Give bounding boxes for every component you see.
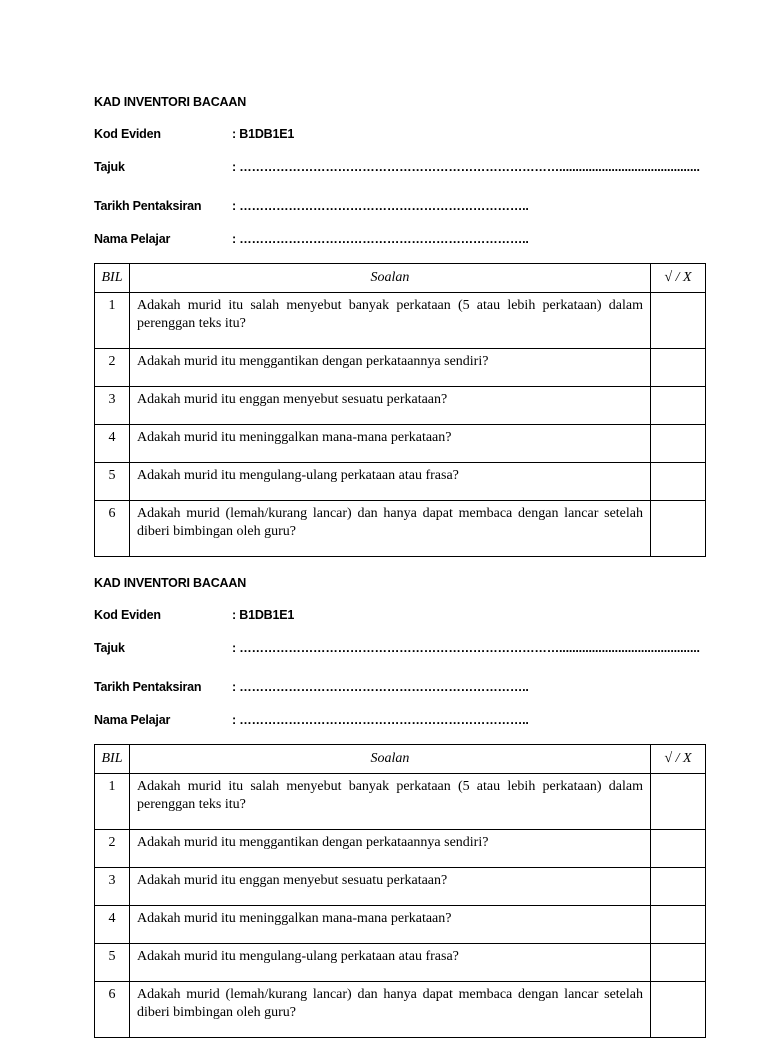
row-number: 1 <box>95 293 130 349</box>
question-text: Adakah murid itu meninggalkan mana-mana perkataan? <box>130 425 651 463</box>
row-number: 4 <box>95 906 130 944</box>
header-tick-cross: √ / X <box>651 264 706 293</box>
mark-cell[interactable] <box>651 830 706 868</box>
mark-cell[interactable] <box>651 501 706 557</box>
inventory-table <box>94 263 706 557</box>
field-label: Kod Eviden <box>94 608 161 622</box>
row-number: 6 <box>95 982 130 1038</box>
field-tarikh-pentaksiran <box>94 199 705 217</box>
field-value: : ……………………………………………………………………........................................... <box>232 641 700 655</box>
table-row <box>95 387 706 425</box>
row-number: 6 <box>95 501 130 557</box>
table-row <box>95 868 706 906</box>
header-soalan: Soalan <box>130 745 651 774</box>
card-title: KAD INVENTORI BACAAN <box>94 95 247 109</box>
field-label: Tajuk <box>94 641 125 655</box>
row-number: 3 <box>95 868 130 906</box>
question-text: Adakah murid itu salah menyebut banyak perkataan (5 atau lebih perkataan) dalam perenggan teks itu? <box>130 774 651 830</box>
card-title: KAD INVENTORI BACAAN <box>94 576 247 590</box>
mark-cell[interactable] <box>651 982 706 1038</box>
mark-cell[interactable] <box>651 868 706 906</box>
field-nama-pelajar <box>94 713 705 731</box>
question-text: Adakah murid itu enggan menyebut sesuatu perkataan? <box>130 868 651 906</box>
field-label: Tarikh Pentaksiran <box>94 199 202 213</box>
table-row <box>95 774 706 830</box>
field-label: Tajuk <box>94 160 125 174</box>
field-label: Tarikh Pentaksiran <box>94 680 202 694</box>
row-number: 4 <box>95 425 130 463</box>
row-number: 5 <box>95 944 130 982</box>
mark-cell[interactable] <box>651 293 706 349</box>
field-value: : B1DB1E1 <box>232 127 295 141</box>
table-row <box>95 293 706 349</box>
mark-cell[interactable] <box>651 349 706 387</box>
table-row <box>95 944 706 982</box>
mark-cell[interactable] <box>651 387 706 425</box>
field-kod-eviden <box>94 608 705 626</box>
field-nama-pelajar <box>94 232 705 250</box>
header-soalan: Soalan <box>130 264 651 293</box>
table-row <box>95 349 706 387</box>
row-number: 5 <box>95 463 130 501</box>
field-value: : B1DB1E1 <box>232 608 295 622</box>
field-kod-eviden <box>94 127 705 145</box>
question-text: Adakah murid (lemah/kurang lancar) dan hanya dapat membaca dengan lancar setelah diberi bimbingan oleh guru? <box>130 501 651 557</box>
header-bil: BIL <box>95 745 130 774</box>
row-number: 1 <box>95 774 130 830</box>
question-text: Adakah murid itu meninggalkan mana-mana perkataan? <box>130 906 651 944</box>
field-value: : ……………………………………………………………………........................................... <box>232 160 700 174</box>
field-tajuk <box>94 641 705 659</box>
field-value: : …………………………………………………………….. <box>232 199 529 213</box>
header-tick-cross: √ / X <box>651 745 706 774</box>
table-row <box>95 830 706 868</box>
table-header-row <box>95 745 706 774</box>
table-header-row <box>95 264 706 293</box>
table-row <box>95 463 706 501</box>
row-number: 2 <box>95 349 130 387</box>
table-row <box>95 982 706 1038</box>
question-text: Adakah murid (lemah/kurang lancar) dan hanya dapat membaca dengan lancar setelah diberi bimbingan oleh guru? <box>130 982 651 1038</box>
field-value: : …………………………………………………………….. <box>232 713 529 727</box>
field-label: Kod Eviden <box>94 127 161 141</box>
field-value: : …………………………………………………………….. <box>232 680 529 694</box>
table-row <box>95 906 706 944</box>
field-tajuk <box>94 160 705 178</box>
inventory-table <box>94 744 706 1038</box>
mark-cell[interactable] <box>651 463 706 501</box>
question-text: Adakah murid itu mengulang-ulang perkataan atau frasa? <box>130 463 651 501</box>
question-text: Adakah murid itu enggan menyebut sesuatu perkataan? <box>130 387 651 425</box>
question-text: Adakah murid itu mengulang-ulang perkataan atau frasa? <box>130 944 651 982</box>
field-label: Nama Pelajar <box>94 232 171 246</box>
mark-cell[interactable] <box>651 774 706 830</box>
mark-cell[interactable] <box>651 425 706 463</box>
field-label: Nama Pelajar <box>94 713 171 727</box>
row-number: 2 <box>95 830 130 868</box>
table-row <box>95 425 706 463</box>
question-text: Adakah murid itu salah menyebut banyak perkataan (5 atau lebih perkataan) dalam perenggan teks itu? <box>130 293 651 349</box>
table-row <box>95 501 706 557</box>
mark-cell[interactable] <box>651 906 706 944</box>
mark-cell[interactable] <box>651 944 706 982</box>
field-value: : …………………………………………………………….. <box>232 232 529 246</box>
row-number: 3 <box>95 387 130 425</box>
question-text: Adakah murid itu menggantikan dengan perkataannya sendiri? <box>130 830 651 868</box>
question-text: Adakah murid itu menggantikan dengan perkataannya sendiri? <box>130 349 651 387</box>
header-bil: BIL <box>95 264 130 293</box>
field-tarikh-pentaksiran <box>94 680 705 698</box>
